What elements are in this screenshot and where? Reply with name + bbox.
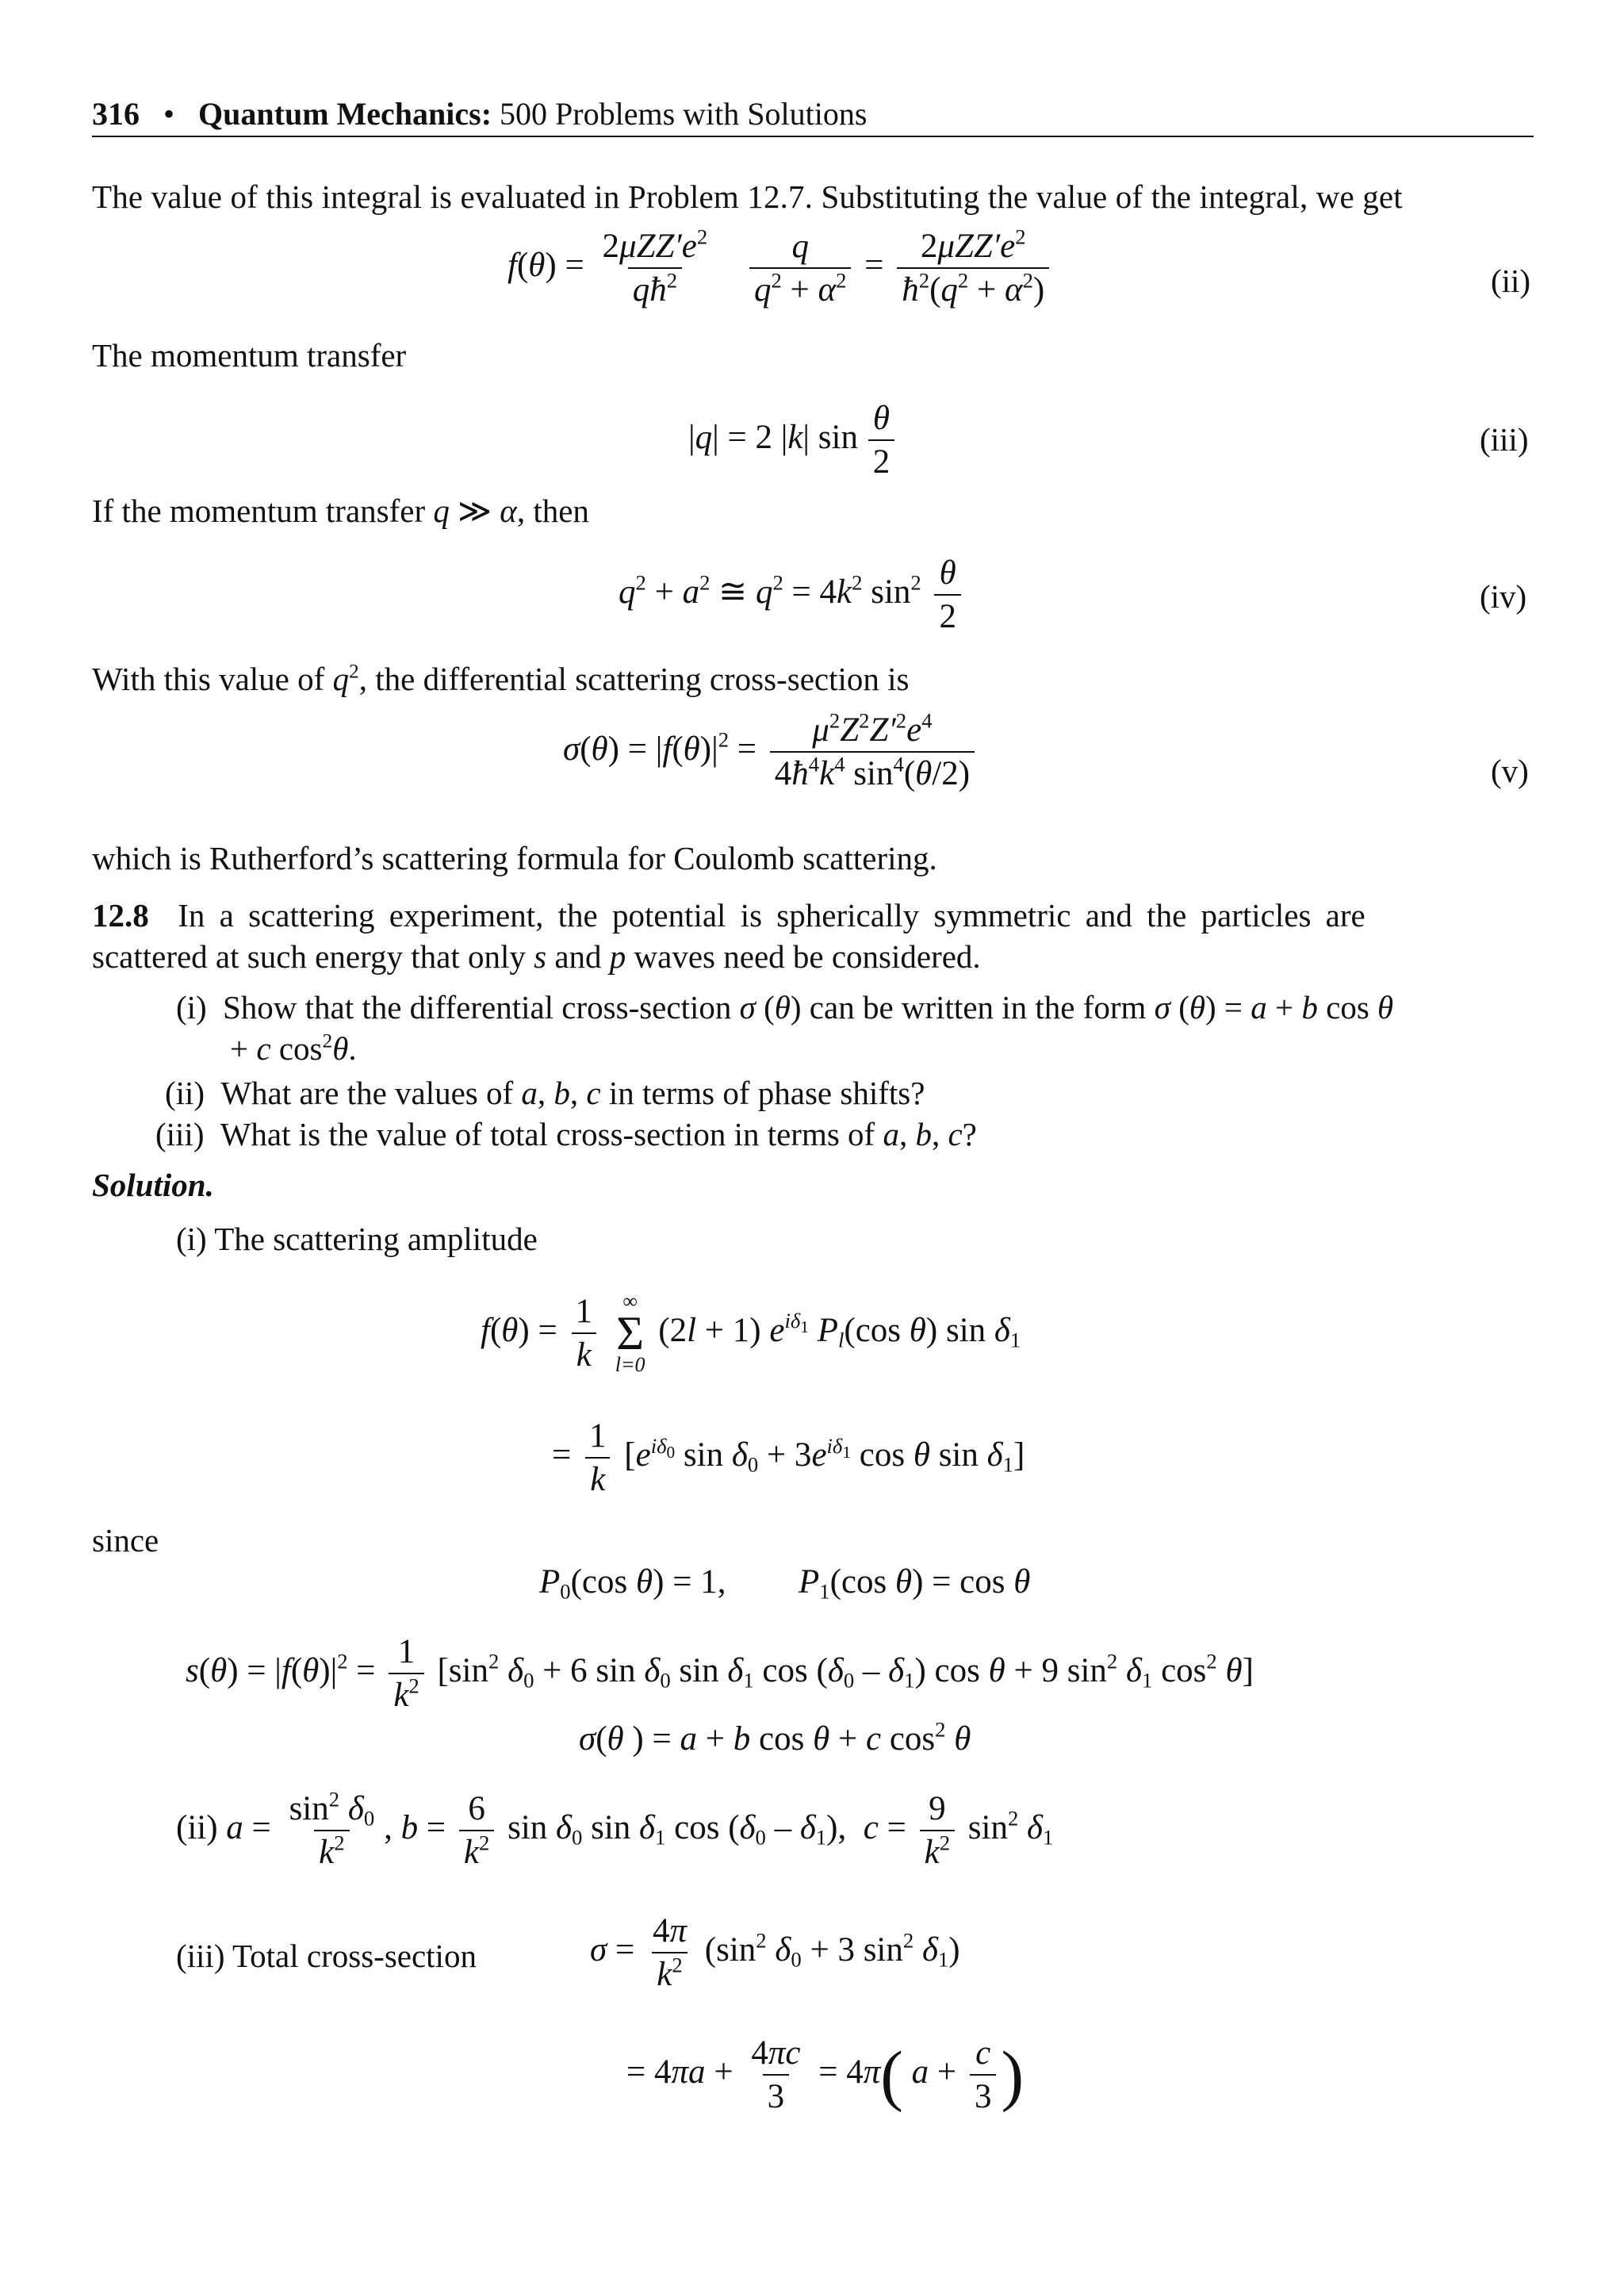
if-momentum-text: If the momentum transfer q ≫ α, then [92, 493, 589, 529]
eq-number-iv: (iv) [1480, 578, 1527, 615]
with-this-value-text: With this value of $q^2$, the differential scattering cross-section is [92, 660, 910, 697]
book-title: Quantum Mechanics: [198, 96, 492, 132]
with-this-value-b: , the differential scattering cross-section is [358, 661, 910, 697]
problem-text-2a: scattered at such energy that only [92, 938, 526, 975]
problem-item-i-cont: + c $\cos^2\theta$. [230, 1029, 357, 1067]
equation-legendre: $P_0(\cos$ θ) = 1, $P_1(\cos$ θ) = cos θ [539, 1563, 1031, 1604]
page-number: 316 [92, 96, 140, 132]
item-ii-text-b: in terms of phase shifts? [608, 1075, 925, 1111]
book-subtitle: 500 Problems with Solutions [500, 96, 868, 132]
with-this-value-a: With this value of [92, 661, 325, 697]
header-bullet: • [163, 96, 175, 132]
item-ii-label: (ii) [165, 1075, 205, 1111]
problem-item-ii: (ii) What are the values of a, b, c in terms of phase shifts? [165, 1075, 925, 1111]
solution-ii-label: (ii) [176, 1809, 218, 1847]
item-i-text-a: Show that the differential cross-section [222, 989, 732, 1026]
rutherford-text: which is Rutherford’s scattering formula for Coulomb scattering. [92, 840, 937, 876]
item-iii-label: (iii) [155, 1116, 205, 1152]
equation-ii: f(θ) = $\frac{2\mu ZZ'e^2}{qħ^2}$ $\frac{q}{q^2 + \alpha^2}$ = $\frac{2\mu ZZ'e^2}{ħ^2(q^2 + \alpha^2)}$ [508, 228, 1054, 308]
equation-amplitude-2: = $\frac{1}{k}$ [$e^{i\delta_0}$ $\sin \delta_0 + 3e^{i\delta_1}$ cos θ $\sin \delta_1$] [552, 1417, 1025, 1499]
eq-number-iii: (iii) [1480, 421, 1529, 458]
equation-abc: (ii) a = $\frac{\sin^2 \delta_0}{k^2}$ , b = $\frac{6}{k^2}$ $\sin \delta_0$ $\sin \delta_1$ $\cos (\delta_0 - \delta_1)$, c = $\frac{9}{k^2}$ $\sin^2 \delta_1$ [176, 1787, 1054, 1872]
item-i-text-b: can be written in the form [809, 989, 1147, 1026]
running-header [92, 95, 867, 133]
item-ii-text: What are the values of [220, 1075, 514, 1111]
problem-number: 12.8 [92, 897, 149, 934]
eq-number-v: (v) [1491, 753, 1529, 789]
equation-v: $\sigma(\theta) = |f(\theta)|^2$ = $\frac{\mu^2Z^2Z'^2e^4}{4ħ^4k^4 \sin^4(\theta/2)}$ [563, 712, 979, 792]
equation-iii: |q| = 2 |k| sin $\frac{\theta}{2}$ [688, 401, 899, 480]
eq-number-ii: (ii) [1491, 263, 1531, 299]
equation-s-theta: $s(\theta) = |f(\theta)|^2$ = $\frac{1}{k^2}$ [$\sin^2$ $\delta_0 + 6$ $\sin \delta_0$ $\sin \delta_1$ $\cos (\delta_0 - \delta_1)$ cos θ + 9 $\sin^2 \delta_1$ $\cos^2 \theta$] [186, 1633, 1254, 1715]
problem-line-1 [92, 895, 1365, 936]
equation-total-1: σ = $\frac{4\pi}{k^2}$ ($\sin^2$ $\delta_0 + 3$ $\sin^2 \delta_1$) [590, 1912, 960, 1994]
problem-item-iii: (iii) What is the value of total cross-section in terms of a, b, c? [155, 1116, 977, 1152]
problem-text-1: In a scattering experiment, the potential is spherically symmetric and the particles are [178, 897, 1365, 934]
if-momentum-label: If the momentum transfer [92, 493, 426, 529]
problem-line-2: scattered at such energy that only s and p waves need be considered. [92, 938, 981, 975]
item-iii-text: What is the value of total cross-section in terms of [220, 1116, 875, 1152]
solution-i-text: (i) The scattering amplitude [176, 1221, 538, 1257]
item-i-label: (i) [176, 989, 207, 1026]
solution-iii-label: (iii) Total cross-section [176, 1938, 477, 1974]
then-label: , then [516, 493, 589, 529]
solution-heading [92, 1164, 214, 1206]
momentum-transfer-text: The momentum transfer [92, 337, 407, 374]
equation-total-2: = 4πa + $\frac{4\pi c}{3}$ = 4π( a + $\frac{c}{3}$ ) [626, 2034, 1025, 2116]
equation-sigma-form: σ(θ ) = a + b cos θ + c $\cos^2 \theta$ [579, 1717, 971, 1758]
solution-label: Solution. [92, 1167, 214, 1203]
equation-iv: $q^2 + a^2$ ≅ $q^2 = 4k^2$ $\sin^2$ $\frac{\theta}{2}$ [619, 555, 966, 635]
header-rule [92, 136, 1534, 137]
problem-text-2c: waves need be considered. [634, 938, 981, 975]
paragraph-intro: The value of this integral is evaluated in Problem 12.7. Substituting the value of the integral, we get [92, 178, 1403, 215]
problem-text-2b: and [554, 938, 602, 975]
since-text: since [92, 1522, 159, 1558]
equation-amplitude: f(θ) = $\frac{1}{k}$ ∞ Σ l=0 (2l + 1) $e^{i\delta_1}$ $P_l(\cos$ θ) $\sin \delta_1$ [481, 1290, 1021, 1376]
problem-item-i: (i) Show that the differential cross-section σ (θ) can be written in the form σ (θ) = a + b cos θ [176, 989, 1394, 1026]
